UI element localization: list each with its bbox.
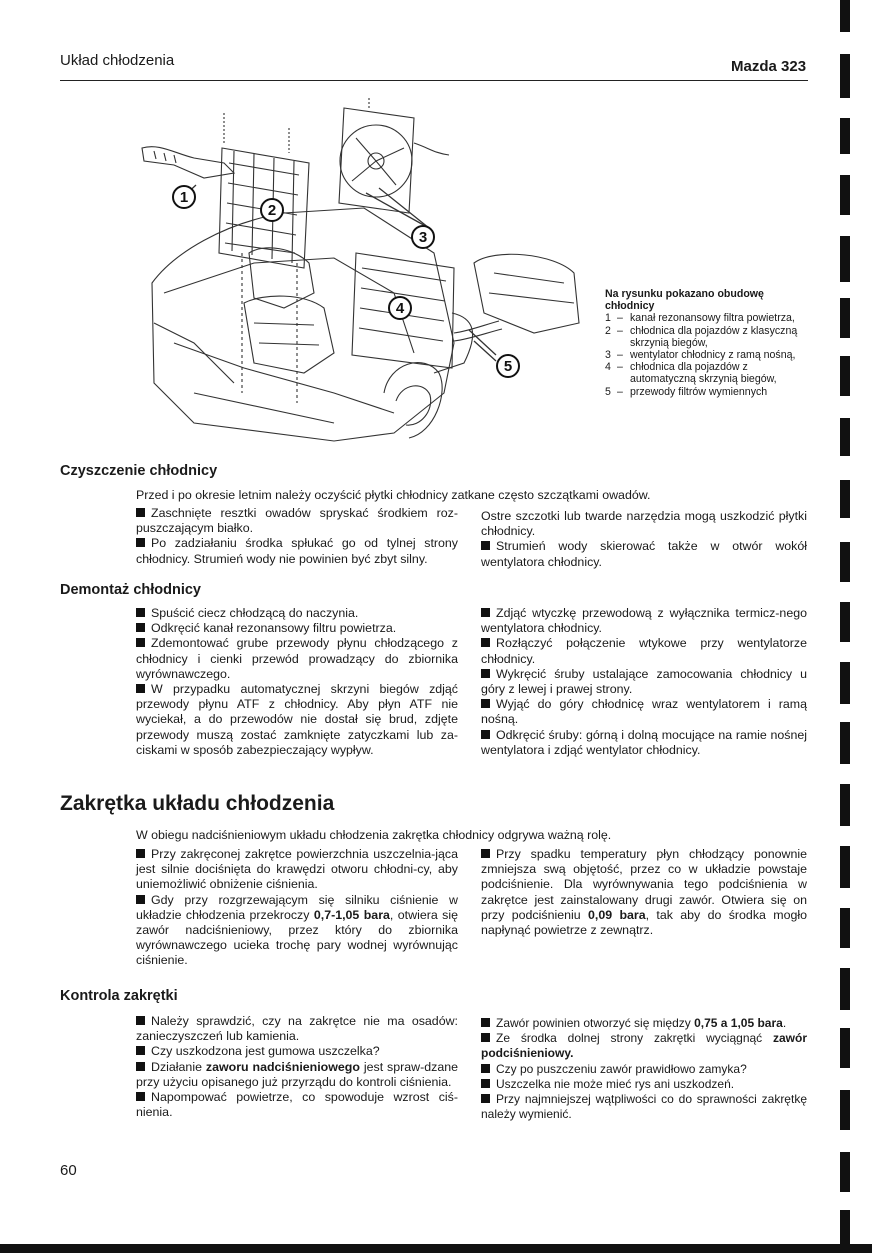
czyszczenie-right-col — [481, 509, 807, 570]
zakretka-left-col — [136, 847, 458, 969]
bullet-icon — [136, 538, 145, 547]
bullet-icon — [481, 541, 490, 550]
bullet-paragraph: Po zadziałaniu środka spłukać go od tylnej strony chłodnicy. Strumień wody nie powinien być zbyt silny. — [136, 536, 458, 566]
bullet-icon — [136, 895, 145, 904]
bullet-paragraph: Zawór powinien otworzyć się między 0,75 a 1,05 bara. — [481, 1016, 807, 1031]
callout-3: 3 — [418, 229, 428, 246]
bullet-paragraph: Napompować powietrze, co spowoduje wzrost ciś-nienia. — [136, 1090, 458, 1120]
bullet-paragraph: Uszczelka nie może mieć rys ani uszkodzeń. — [481, 1077, 807, 1092]
bullet-paragraph: Należy sprawdzić, czy na zakrętce nie ma osadów: zanieczyszczeń lub kamienia. — [136, 1014, 458, 1044]
running-header-section: Układ chłodzenia — [60, 52, 175, 69]
bullet-icon — [481, 699, 490, 708]
bullet-paragraph: W przypadku automatycznej skrzyni biegów zdjąć przewody płynu ATF z chłodnicy. Aby płyn ATF nie wyciekał, a do przewodów nie dostał się brud, zdjęte przewody muszą zostać zamknięte zatyczkami lub za-ciskami w sposób zabezpieczający wypływ. — [136, 682, 458, 757]
bullet-paragraph: Odkręcić śruby: górną i dolną mocujące na ramie nośnej wentylatora i zdjąć wentylator chłodnicy. — [481, 727, 807, 757]
bullet-paragraph: Rozłączyć połączenie wtykowe przy wentylatorze chłodnicy. — [481, 636, 807, 666]
bullet-icon — [136, 1062, 145, 1071]
kontrola-right-col — [481, 1016, 807, 1122]
wheel-outline — [384, 363, 442, 438]
heading-czyszczenie: Czyszczenie chłodnicy — [60, 463, 218, 479]
caption-item: 3 – wentylator chłodnicy z ramą nośną, — [605, 349, 796, 362]
bullet-icon — [481, 1064, 490, 1073]
header-rule — [60, 80, 808, 81]
heading-demontaz: Demontaż chłodnicy — [60, 582, 201, 598]
caption-title: Na rysunku pokazano obudowę chłodnicy — [605, 288, 764, 313]
czyszczenie-intro: Przed i po okresie letnim należy oczyścić płytki chłodnicy zatkane często szczątkami owadów. — [136, 488, 651, 502]
bullet-paragraph: Czy uszkodzona jest gumowa uszczelka? — [136, 1044, 458, 1059]
bottom-scan-bar — [0, 1244, 872, 1253]
bullet-paragraph: Zaschnięte resztki owadów spryskać środkiem roz-puszczającym białko. — [136, 506, 458, 536]
page-number: 60 — [60, 1162, 77, 1179]
bullet-icon — [136, 684, 145, 693]
caption-item: 4 – chłodnica dla pojazdów z automatyczną skrzynią biegów, — [605, 361, 777, 386]
caption-item: 1 – kanał rezonansowy filtra powietrza, — [605, 312, 795, 325]
bullet-icon — [481, 669, 490, 678]
bullet-icon — [481, 1079, 490, 1088]
zakretka-intro: W obiegu nadciśnieniowym układu chłodzenia zakrętka chłodnicy odgrywa ważną rolę. — [136, 828, 612, 842]
cooling-system-illustration — [134, 93, 614, 453]
caption-item: 2 – chłodnica dla pojazdów z klasyczną skrzynią biegów, — [605, 324, 798, 349]
bullet-icon — [481, 730, 490, 739]
bullet-icon — [136, 508, 145, 517]
bullet-paragraph: Ze środka dolnej strony zakrętki wyciągnąć zawór podciśnieniowy. — [481, 1031, 807, 1061]
bullet-icon — [481, 608, 490, 617]
bullet-icon — [136, 638, 145, 647]
bullet-paragraph: Strumień wody skierować także w otwór wokół wentylatora chłodnicy. — [481, 539, 807, 569]
bullet-icon — [136, 1046, 145, 1055]
bullet-paragraph: Wykręcić śruby ustalające zamocowania chłodnicy u góry z lewej i prawej strony. — [481, 666, 807, 697]
bullet-paragraph: Zdjąć wtyczkę przewodową z wyłącznika termicz-nego wentylatora chłodnicy. — [481, 606, 807, 636]
figure-caption — [605, 288, 800, 398]
bullet-icon — [481, 1094, 490, 1103]
bullet-paragraph: Spuścić ciecz chłodzącą do naczynia. — [136, 606, 458, 621]
bullet-icon — [481, 849, 490, 858]
demontaz-left-col — [136, 606, 458, 758]
bullet-icon — [136, 1092, 145, 1101]
bullet-paragraph: Zdemontować grube przewody płynu chłodzącego z chłodnicy i cienki przewód prowadzący do zbiornika wyrównawczego. — [136, 636, 458, 681]
bullet-paragraph: Działanie zaworu nadciśnieniowego jest spraw-dzane przy użyciu opisanego już przyrządu do kontroli ciśnienia. — [136, 1059, 458, 1089]
bullet-icon — [136, 849, 145, 858]
running-header-model: Mazda 323 — [731, 58, 807, 75]
callout-5: 5 — [503, 358, 513, 375]
bullet-icon — [481, 1033, 490, 1042]
caption-item: 5 – przewody filtrów wymiennych — [605, 385, 768, 398]
bullet-icon — [136, 1016, 145, 1025]
bullet-icon — [481, 1018, 490, 1027]
bullet-paragraph: Przy spadku temperatury płyn chłodzący ponownie zmniejsza swą objętość, przez co w układzie powstaje podciśnienie. Dla wyrównywania tego podciśnienia w zakrętce jest zainstalowany drugi zawór. Otwiera się on przy podciśnieniu 0,09 bara, tak aby do środka mogło napłynąć powietrze z zewnątrz. — [481, 847, 807, 938]
bullet-paragraph: Przy najmniejszej wątpliwości co do sprawności zakrętkę należy wymienić. — [481, 1092, 807, 1122]
bullet-icon — [136, 608, 145, 617]
bullet-paragraph: Przy zakręconej zakrętce powierzchnia uszczelnia-jąca jest silnie dociśnięta do krawędzi otworu chłodni-cy, aby uniemożliwić obniżenie ciśnienia. — [136, 847, 458, 892]
czyszczenie-left-col — [136, 506, 458, 567]
air-duct — [142, 147, 234, 178]
bullet-paragraph: Gdy przy rozgrzewającym się silniku ciśnienie w układzie chłodzenia przekroczy 0,7-1,05 bara, otwiera się zawór nadciśnieniowy, przez który do zbiornika wyrównawczego ucieka trochę pary wodnej wyrównując ciśnienie. — [136, 892, 458, 968]
bullet-paragraph: Wyjąć do góry chłodnicę wraz wentylatorem i ramą nośną. — [481, 697, 807, 727]
plain-paragraph: Ostre szczotki lub twarde narzędzia mogą uszkodzić płytki chłodnicy. — [481, 509, 807, 539]
bullet-icon — [481, 638, 490, 647]
heading-kontrola: Kontrola zakrętki — [60, 988, 178, 1004]
callout-2: 2 — [267, 202, 277, 219]
heading-zakretka: Zakrętka układu chłodzenia — [60, 792, 335, 815]
callout-4: 4 — [395, 300, 405, 317]
demontaz-right-col — [481, 606, 807, 758]
zakretka-right-col — [481, 847, 807, 938]
bullet-icon — [136, 623, 145, 632]
bullet-paragraph: Odkręcić kanał rezonansowy filtru powietrza. — [136, 621, 458, 636]
bullet-paragraph: Czy po puszczeniu zawór prawidłowo zamyka? — [481, 1062, 807, 1077]
callout-1: 1 — [179, 189, 189, 206]
kontrola-left-col — [136, 1014, 458, 1120]
